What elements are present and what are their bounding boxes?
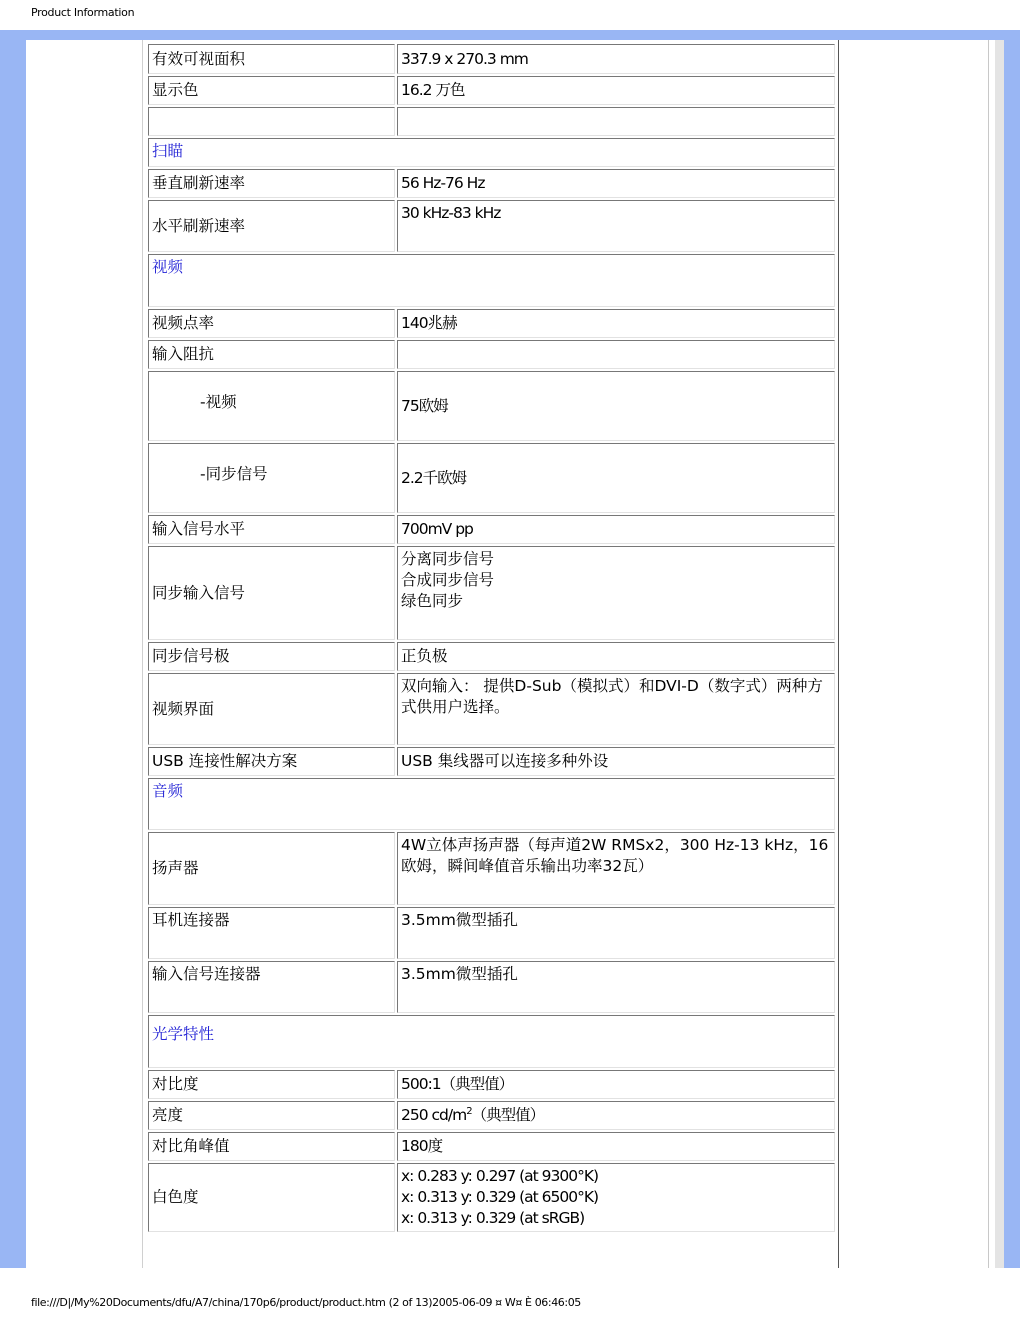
spec-label: 输入信号水平 xyxy=(148,515,395,544)
spec-label: 同步信号极 xyxy=(148,642,395,671)
table-row xyxy=(148,169,835,198)
spec-value: 180度 xyxy=(397,1132,835,1161)
spec-value xyxy=(397,340,835,369)
spec-label xyxy=(148,107,395,136)
table-row xyxy=(148,907,835,959)
spec-value: USB 集线器可以连接多种外设 xyxy=(397,747,835,776)
section-heading-scan: 扫瞄 xyxy=(148,138,835,167)
page-header-title: Product Information xyxy=(31,6,135,19)
spec-value: 2.2千欧姆 xyxy=(397,443,835,513)
spec-label: 垂直刷新速率 xyxy=(148,169,395,198)
spec-sublabel: -视频 xyxy=(200,393,237,411)
spec-value: 3.5mm微型插孔 xyxy=(397,961,835,1013)
spec-value: 75欧姆 xyxy=(397,371,835,441)
spec-value-line: 绿色同步 xyxy=(401,592,464,610)
section-row xyxy=(148,254,835,307)
section-heading-audio: 音频 xyxy=(148,778,835,830)
table-row xyxy=(148,747,835,776)
spec-label: 视频点率 xyxy=(148,309,395,338)
spec-label: 耳机连接器 xyxy=(148,907,395,959)
spec-value-list xyxy=(397,546,835,640)
table-row xyxy=(148,44,835,74)
table-row xyxy=(148,673,835,745)
table-row xyxy=(148,1070,835,1099)
spec-label: 白色度 xyxy=(148,1163,395,1232)
spec-value-list xyxy=(397,1163,835,1232)
spec-value-line: x: 0.313 y: 0.329 (at 6500°K) xyxy=(401,1188,599,1206)
spec-value: 16.2 万色 xyxy=(397,76,835,105)
spec-label: 同步输入信号 xyxy=(148,546,395,640)
section-row xyxy=(148,778,835,830)
table-row xyxy=(148,1163,835,1232)
spec-value: 4W立体声扬声器（每声道2W RMSx2，300 Hz-13 kHz，16欧姆，瞬间峰值音乐输出功率32瓦） xyxy=(397,832,835,905)
spec-value: 500:1（典型值） xyxy=(397,1070,835,1099)
spec-value-line: 分离同步信号 xyxy=(401,550,495,568)
spec-label: USB 连接性解决方案 xyxy=(148,747,395,776)
spec-value: 30 kHz-83 kHz xyxy=(397,200,835,252)
page-footer-path: file:///D|/My%20Documents/dfu/A7/china/170p6/product/product.htm (2 of 13)2005-06-09 ¤ W¤ È 06:46:05 xyxy=(31,1296,581,1309)
spec-label xyxy=(148,443,395,513)
spec-label: 有效可视面积 xyxy=(148,44,395,74)
spec-value: 双向输入： 提供D-Sub（模拟式）和DVI-D（数字式）两种方式供用户选择。 xyxy=(397,673,835,745)
table-row xyxy=(148,832,835,905)
table-row xyxy=(148,107,835,136)
section-heading-video: 视频 xyxy=(148,254,835,307)
table-row xyxy=(148,642,835,671)
section-row xyxy=(148,138,835,167)
table-row xyxy=(148,76,835,105)
brightness-value: 250 cd/m xyxy=(401,1106,467,1124)
spec-label: 视频界面 xyxy=(148,673,395,745)
spec-value: 700mV pp xyxy=(397,515,835,544)
table-row xyxy=(148,200,835,252)
spec-value: 正负极 xyxy=(397,642,835,671)
spec-value-line: x: 0.313 y: 0.329 (at sRGB) xyxy=(401,1209,585,1227)
spec-label: 输入阻抗 xyxy=(148,340,395,369)
spec-label: 显示色 xyxy=(148,76,395,105)
table-row xyxy=(148,546,835,640)
table-row xyxy=(148,1101,835,1130)
brightness-note: （典型值） xyxy=(471,1106,545,1124)
table-row xyxy=(148,515,835,544)
spec-label: 输入信号连接器 xyxy=(148,961,395,1013)
spec-label xyxy=(148,371,395,441)
spec-value: 337.9 x 270.3 mm xyxy=(397,44,835,74)
spec-value: 56 Hz-76 Hz xyxy=(397,169,835,198)
spec-label: 水平刷新速率 xyxy=(148,200,395,252)
table-row xyxy=(148,371,835,441)
spec-label: 亮度 xyxy=(148,1101,395,1130)
table-row xyxy=(148,443,835,513)
spec-table xyxy=(146,42,837,1234)
table-row xyxy=(148,961,835,1013)
section-heading-optical: 光学特性 xyxy=(148,1015,835,1068)
spec-value: 140兆赫 xyxy=(397,309,835,338)
spec-value xyxy=(397,1101,835,1130)
spec-label: 对比度 xyxy=(148,1070,395,1099)
spec-value-line: x: 0.283 y: 0.297 (at 9300°K) xyxy=(401,1167,599,1185)
vertical-scrollbar[interactable] xyxy=(995,40,1004,1268)
table-row xyxy=(148,1132,835,1161)
spec-value: 3.5mm微型插孔 xyxy=(397,907,835,959)
table-row xyxy=(148,309,835,338)
brightness-unit-exponent: 2 xyxy=(466,1105,472,1117)
right-divider xyxy=(988,40,989,1268)
spec-sublabel: -同步信号 xyxy=(200,465,268,483)
table-row xyxy=(148,340,835,369)
spec-value-line: 合成同步信号 xyxy=(401,571,495,589)
spec-label: 对比角峰值 xyxy=(148,1132,395,1161)
spec-label: 扬声器 xyxy=(148,832,395,905)
spec-value xyxy=(397,107,835,136)
section-row xyxy=(148,1015,835,1068)
